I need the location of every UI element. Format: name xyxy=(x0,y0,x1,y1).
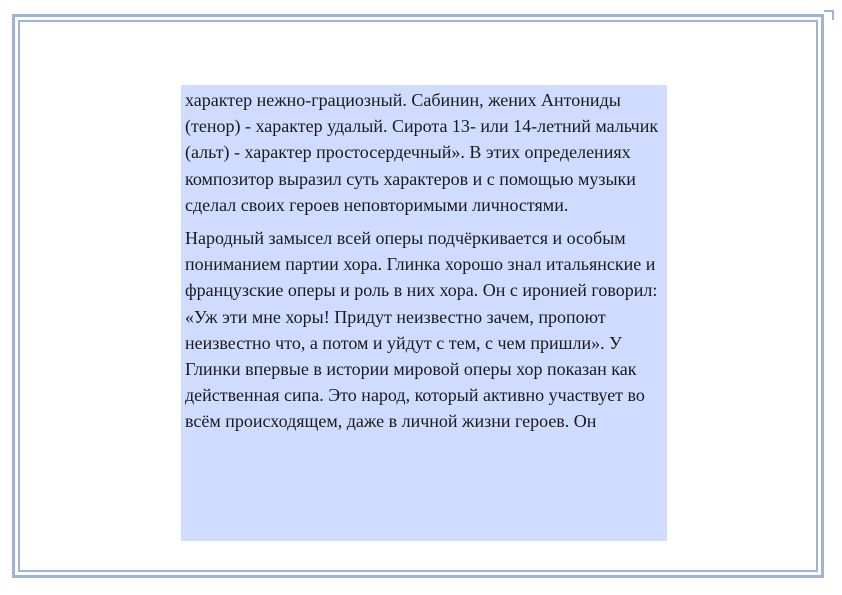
paragraph-chorus: Народный замысел всей оперы подчёркивается и особым пониманием партии хора. Глинка хорошо знал итальянские и французские оперы и роль в них хора. Он с иронией говорил: «Уж эти мне хоры! Придут неизвестно зачем, пропоют неизвестно что, а потом и уйдут с тем, с чем пришли». У Глинки впервые в истории мировой оперы хор показан как действенная сипа. Это народ, который активно участвует во всём происходящем, даже в личной жизни героев. Он xyxy=(185,228,658,432)
slide-text-box xyxy=(181,85,667,541)
paragraph-characters: характер нежно-грациозный. Сабинин, жених Антониды (тенор) - характер удалый. Сирота 13- или 14-летний мальчик (альт) - характер простосердечный». В этих определениях композитор выразил суть характеров и с помощью музыки сделал своих героев неповторимыми личностями. xyxy=(185,90,659,215)
slide-corner-decoration xyxy=(824,10,834,20)
